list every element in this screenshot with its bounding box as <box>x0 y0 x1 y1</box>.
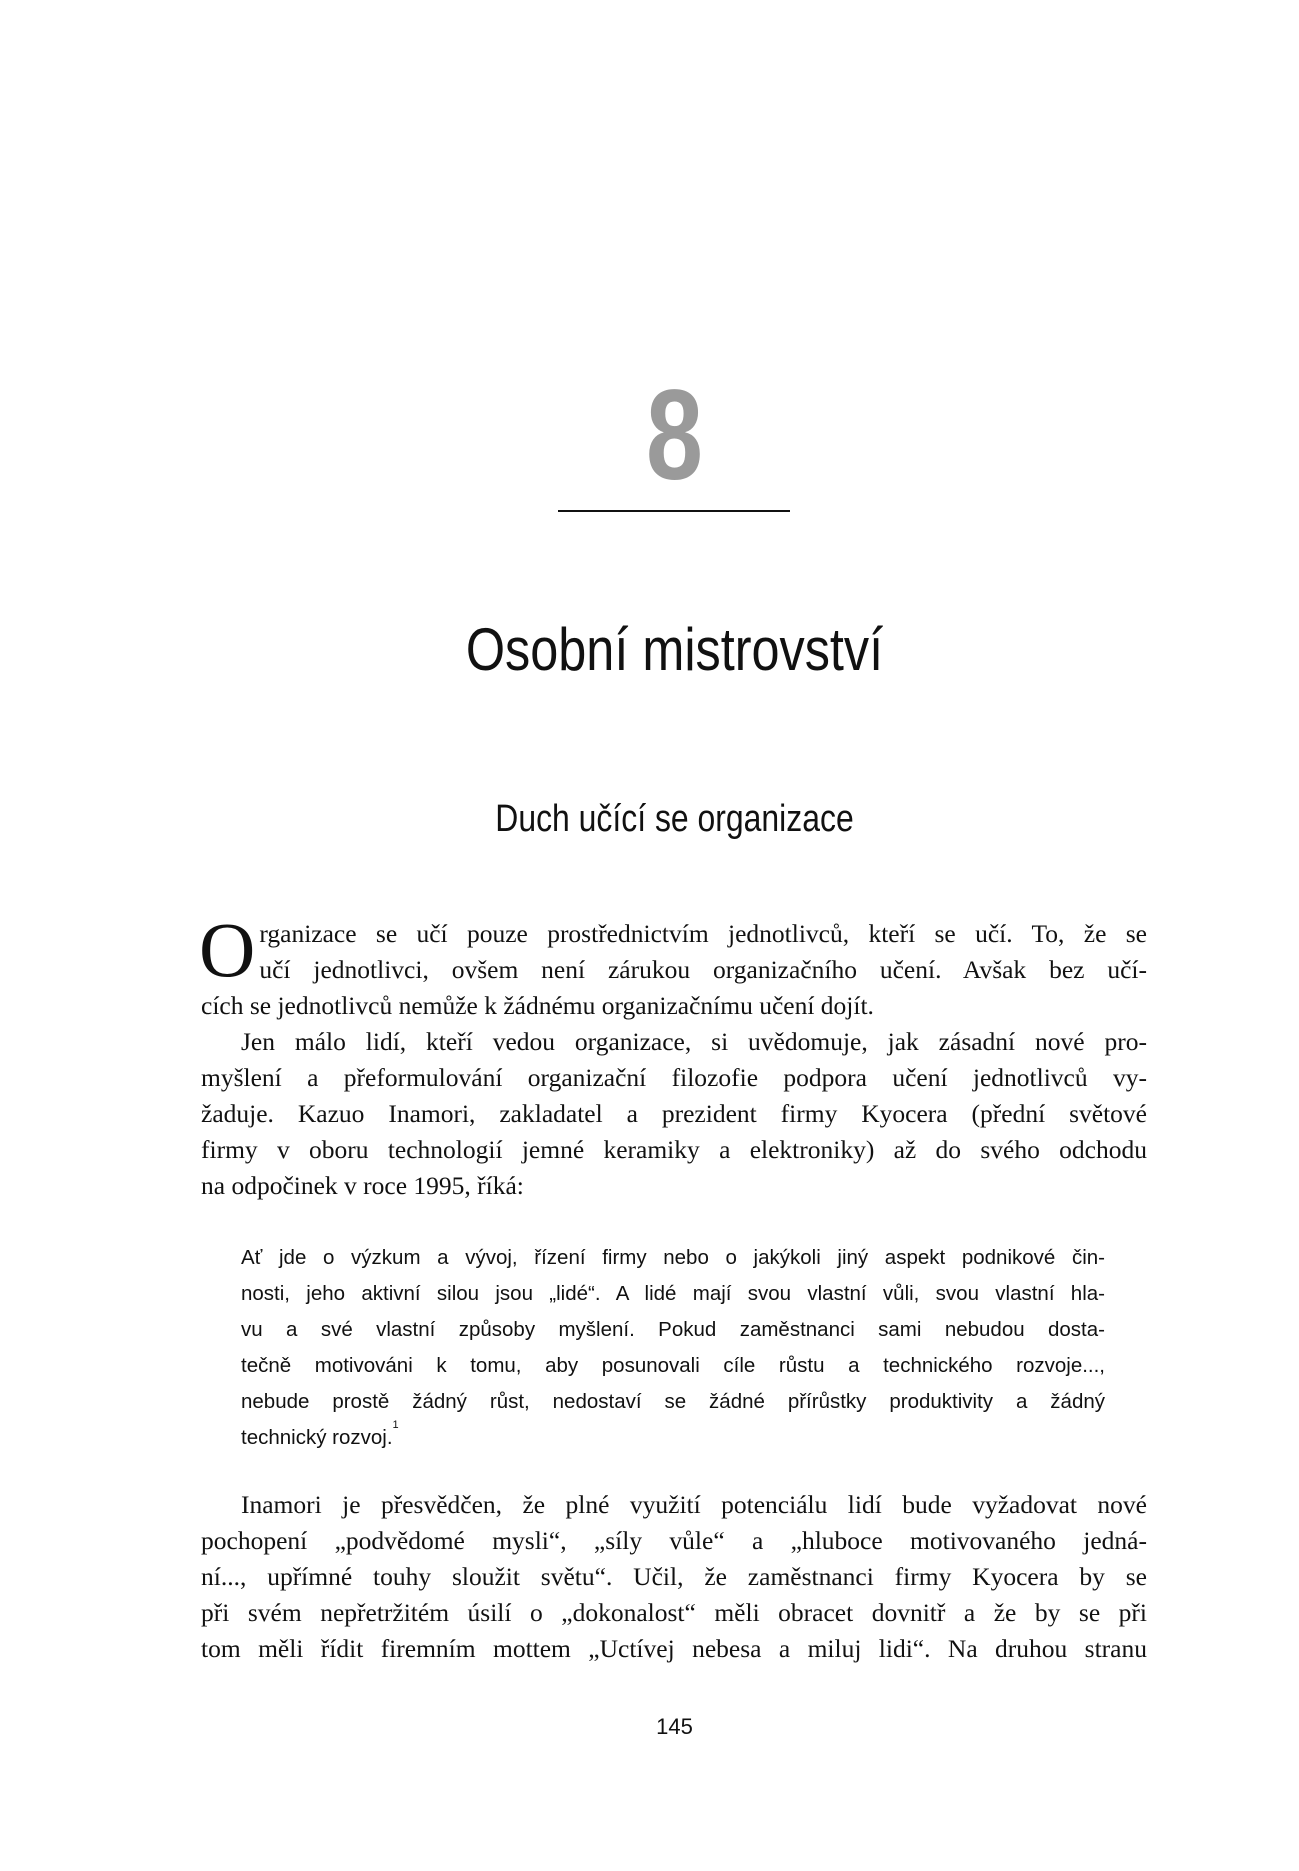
chapter-title: Osobní mistrovství <box>465 616 884 683</box>
text-line: myšlení a přeformulování organizační filozofie podpora učení jednotlivců vy- <box>201 1063 1147 1092</box>
text-line: firmy v oboru technologií jemné keramiky a elektroniky) až do svého odchodu <box>201 1135 1147 1164</box>
text-line: pochopení „podvědomé mysli“, „síly vůle“ a „hluboce motivovaného jedná- <box>201 1526 1147 1555</box>
footnote-reference[interactable]: 1 <box>392 1419 399 1431</box>
quote-line: Ať jde o výzkum a vývoj, řízení firmy nebo o jakýkoli jiný aspekt podnikové čin- <box>241 1246 1105 1269</box>
quote-line: nebude prostě žádný růst, nedostaví se žádné přírůstky produktivity a žádný <box>241 1390 1105 1413</box>
text-line: Inamori je přesvědčen, že plné využití potenciálu lidí bude vyžadovat nové <box>241 1490 1147 1519</box>
text-line: Jen málo lidí, kteří vedou organizace, si uvědomuje, jak zásadní nové pro- <box>241 1027 1147 1056</box>
paragraph-3 <box>201 1487 1147 1667</box>
quote-line: tečně motivováni k tomu, aby posunovali cíle růstu a technického rozvoje..., <box>241 1354 1105 1377</box>
text-line: cích se jednotlivců nemůže k žádnému organizačnímu učení dojít. <box>201 991 874 1020</box>
block-quote <box>241 1240 1105 1456</box>
text-line: na odpočinek v roce 1995, říká: <box>201 1171 524 1200</box>
chapter-number: 8 <box>646 364 703 507</box>
quote-line-last <box>241 1420 1105 1456</box>
paragraph-1 <box>199 906 1147 1204</box>
quote-line: nosti, jeho aktivní silou jsou „lidé“. A lidé mají svou vlastní vůli, svou vlastní hla- <box>241 1282 1105 1305</box>
drop-cap: O <box>199 906 256 993</box>
text-line: žaduje. Kazuo Inamori, zakladatel a prezident firmy Kyocera (přední světové <box>201 1099 1147 1128</box>
text-line: při svém nepřetržitém úsilí o „dokonalost“ měli obracet dovnitř a že by se při <box>201 1598 1147 1627</box>
text-line: tom měli řídit firemním mottem „Uctívej nebesa a miluj lidi“. Na druhou stranu <box>201 1634 1147 1663</box>
quote-line: technický rozvoj. <box>241 1426 393 1449</box>
text-line: učí jednotlivci, ovšem není zárukou organizačního učení. Avšak bez učí- <box>259 955 1147 984</box>
chapter-divider <box>558 510 790 512</box>
text-line: ní..., upřímné touhy sloužit světu“. Učil, že zaměstnanci firmy Kyocera by se <box>201 1562 1147 1591</box>
page-number: 145 <box>656 1714 693 1739</box>
section-title: Duch učící se organizace <box>495 798 854 840</box>
quote-line: vu a své vlastní způsoby myšlení. Pokud zaměstnanci sami nebudou dosta- <box>241 1318 1105 1341</box>
text-line: rganizace se učí pouze prostřednictvím jednotlivců, kteří se učí. To, že se <box>259 919 1147 948</box>
